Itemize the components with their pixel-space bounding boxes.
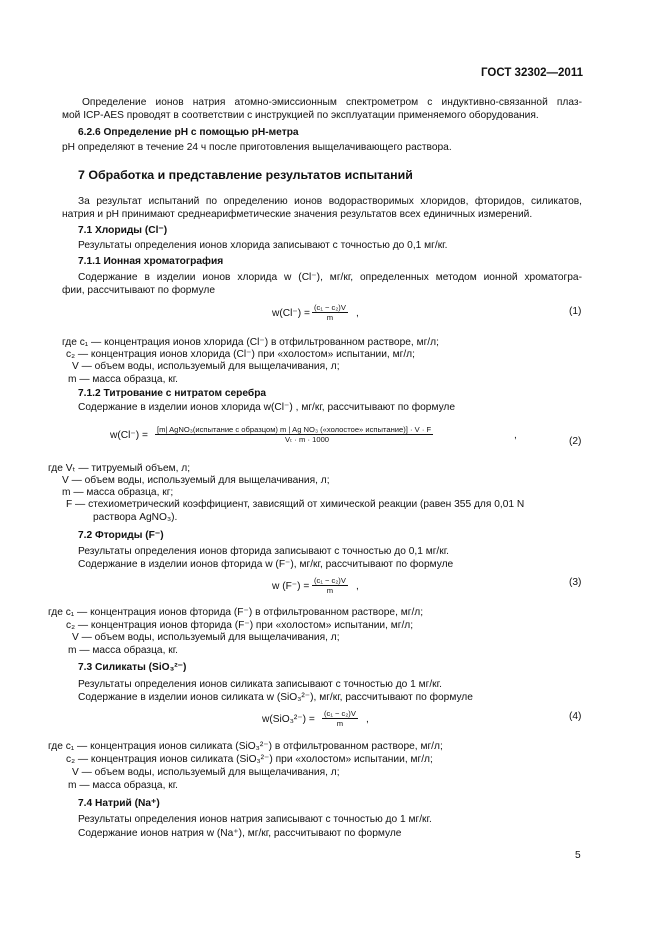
formula-4-fraction [322, 709, 358, 728]
formula-4-comma: , [366, 714, 369, 725]
intro-line-1: Определение ионов натрия атомно-эмиссионным спектрометром с индуктивно-связанной плаз- [82, 97, 582, 108]
section-7-1-1-heading: 7.1.1 Ионная хроматография [78, 256, 224, 267]
section-7-1-1-text-line-2: фии, рассчитывают по формуле [62, 285, 216, 296]
formula-1-number: (1) [569, 306, 582, 317]
section-6-2-6-text: рН определяют в течение 24 ч после приготовления выщелачивающего раствора. [62, 142, 452, 153]
formula-3-lhs: w (F⁻) = [272, 581, 310, 592]
section-7-3-heading: 7.3 Силикаты (SiO₃²⁻) [78, 662, 187, 673]
section-7-4-text-2: Содержание ионов натрия w (Na⁺), мг/кг, рассчитывают по формуле [78, 828, 402, 839]
formula-3-where-v: V — объем воды, используемый для выщелачивания, л; [72, 632, 340, 643]
formula-1-numerator: (c₁ − c₂)V [314, 303, 346, 312]
formula-2-lhs: w(Cl⁻) = [110, 430, 148, 441]
section-7-1-text: Результаты определения ионов хлорида записывают с точностью до 0,1 мг/кг. [78, 240, 448, 251]
formula-2-where-m: m — масса образца, кг; [62, 487, 174, 498]
formula-3-comma: , [356, 581, 359, 592]
document-code: ГОСТ 32302—2011 [481, 67, 583, 79]
section-7-4-heading: 7.4 Натрий (Na⁺) [78, 798, 160, 809]
section-7-1-2-text: Содержание в изделии ионов хлорида w(Cl⁻) , мг/кг, рассчитывают по формуле [78, 402, 456, 413]
formula-3-fraction [312, 576, 348, 595]
formula-4-numerator: (c₁ − c₂)V [324, 709, 356, 718]
formula-2-where-vt: где Vₜ — титруемый объем, л; [48, 463, 191, 474]
formula-1-where-m: m — масса образца, кг. [68, 374, 178, 385]
formula-3-number: (3) [569, 577, 582, 588]
formula-4-where-c2: c₂ — концентрация ионов силиката (SiO₃²⁻) при «холостом» испытании, мг/л; [66, 754, 433, 765]
formula-1-where-v: V — объем воды, используемый для выщелачивания, л; [72, 361, 340, 372]
formula-2-where-v: V — объем воды, используемый для выщелачивания, л; [62, 475, 330, 486]
section-7-2-heading: 7.2 Фториды (F⁻) [78, 530, 164, 541]
section-7-3-text-1: Результаты определения ионов силиката записывают с точностью до 1 мг/кг. [78, 679, 442, 690]
intro-line-2: мой ICP-AES проводят в соответствии с инструкцией по эксплуатации применяемого оборудования. [62, 110, 539, 121]
formula-2-number: (2) [569, 436, 582, 447]
section-7-4-text-1: Результаты определения ионов натрия записывают с точностью до 1 мг/кг. [78, 814, 432, 825]
formula-2-numerator: [m| AgNO₃(испытание с образцом) m | Ag NO₃ («холостое» испытание)] · V · F [157, 425, 432, 434]
formula-2-fraction [155, 425, 433, 444]
section-7-paragraph-line-1: За результат испытаний по определению ионов водорастворимых хлоридов, фторидов, силикатов, [78, 196, 582, 207]
formula-3-where-c2: c₂ — концентрация ионов фторида (F⁻) при «холостом» испытании, мг/л; [66, 620, 414, 631]
section-7-paragraph-line-2: натрия и рН принимают среднеарифметические значения результатов всех единичных измерений. [62, 209, 533, 220]
formula-2-where-f-cont: раствора AgNO₃). [93, 512, 178, 523]
formula-2-denominator: Vₜ · m · 1000 [285, 435, 330, 444]
section-7-2-text-2: Содержание в изделии ионов фторида w (F⁻), мг/кг, рассчитывают по формуле [78, 559, 454, 570]
formula-4-denominator: m [336, 719, 344, 728]
formula-4-where-c1: где c₁ — концентрация ионов силиката (SiO₃²⁻) в отфильтрованном растворе, мг/л; [48, 741, 443, 752]
formula-4-lhs: w(SiO₃²⁻) = [262, 714, 315, 725]
formula-2-comma: , [514, 430, 517, 441]
page-number: 5 [575, 850, 581, 861]
formula-3-denominator: m [326, 586, 334, 595]
formula-4-number: (4) [569, 711, 582, 722]
section-7-heading: 7 Обработка и представление результатов испытаний [78, 168, 413, 182]
formula-4-where-m: m — масса образца, кг. [68, 780, 178, 791]
section-7-2-text-1: Результаты определения ионов фторида записывают с точностью до 0,1 мг/кг. [78, 546, 450, 557]
formula-1-denominator: m [326, 313, 334, 322]
formula-3-numerator: (c₁ − c₂)V [314, 576, 346, 585]
formula-3-where-c1: где c₁ — концентрация ионов фторида (F⁻) в отфильтрованном растворе, мг/л; [48, 607, 424, 618]
formula-1-where-c1: где c₁ — концентрация ионов хлорида (Cl⁻) в отфильтрованном растворе, мг/л; [62, 337, 439, 348]
formula-1-fraction [312, 303, 348, 322]
formula-1-comma: , [356, 308, 359, 319]
section-6-2-6-heading: 6.2.6 Определение рН с помощью рН-метра [78, 127, 299, 138]
section-7-1-heading: 7.1 Хлориды (Cl⁻) [78, 225, 168, 236]
formula-1-lhs: w(Cl⁻) = [272, 308, 310, 319]
formula-3-where-m: m — масса образца, кг. [68, 645, 178, 656]
section-7-1-2-heading: 7.1.2 Титрование с нитратом серебра [78, 388, 267, 399]
formula-1-where-c2: c₂ — концентрация ионов хлорида (Cl⁻) при «холостом» испытании, мг/л; [66, 349, 415, 360]
formula-2-where-f: F — стехиометрический коэффициент, зависящий от химической реакции (равен 355 для 0,01 N [66, 499, 525, 510]
formula-4-where-v: V — объем воды, используемый для выщелачивания, л; [72, 767, 340, 778]
section-7-1-1-text-line-1: Содержание в изделии ионов хлорида w (Cl⁻), мг/кг, определенных методом ионной хроматогра- [78, 272, 582, 283]
section-7-3-text-2: Содержание в изделии ионов силиката w (SiO₃²⁻), мг/кг, рассчитывают по формуле [78, 692, 473, 703]
